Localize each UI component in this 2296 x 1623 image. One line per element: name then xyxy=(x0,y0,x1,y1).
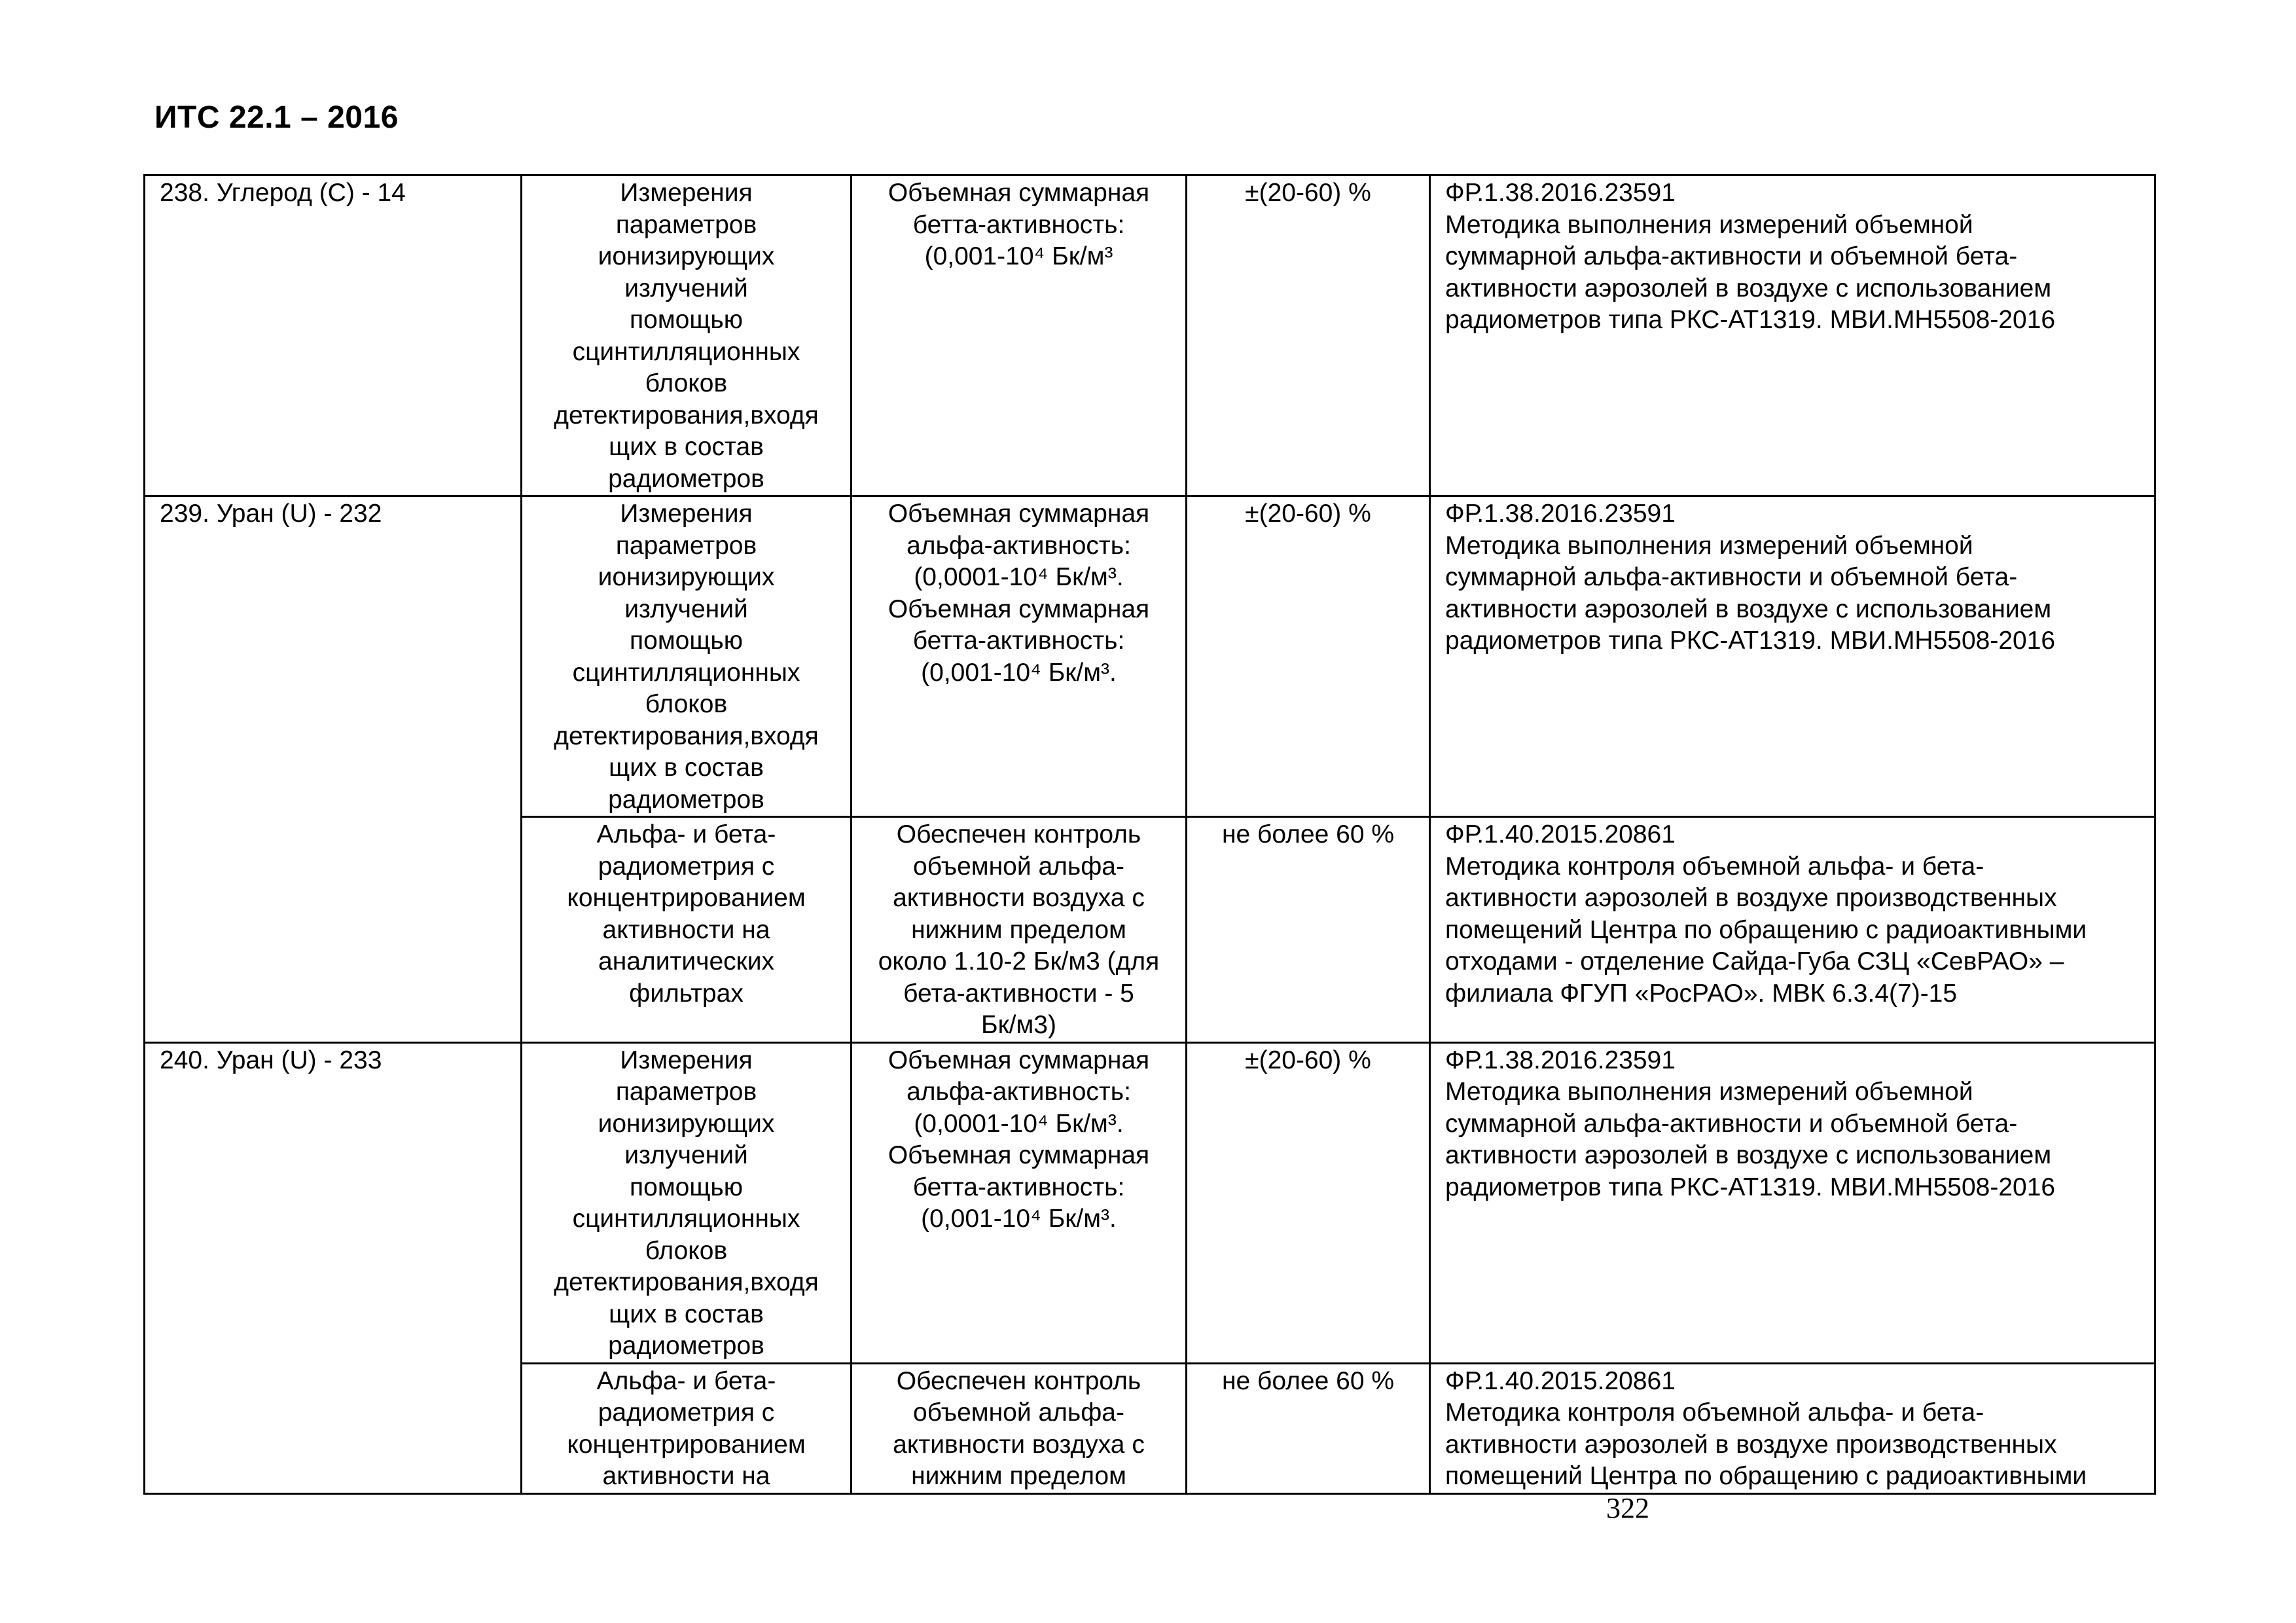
method-cell xyxy=(522,1042,852,1363)
cell-line: ионизирующих xyxy=(598,563,775,591)
cell-line: параметров xyxy=(615,210,757,239)
cell-line: радиометров типа РКС-АТ1319. МВИ.МН5508-2016 xyxy=(1445,306,2056,334)
cell-line: помощью xyxy=(630,306,743,334)
cell-line: фильтрах xyxy=(629,979,744,1008)
cell-line: ФР.1.38.2016.23591 xyxy=(1445,500,1676,528)
table-row xyxy=(145,175,2155,496)
document-header: ИТС 22.1 – 2016 xyxy=(154,100,399,135)
substance-name: 238. Углерод (С) - 14 xyxy=(160,179,406,207)
cell-line: блоков xyxy=(645,690,728,718)
cell-line: филиала ФГУП «РосРАО». МВК 6.3.4(7)-15 xyxy=(1445,979,1958,1008)
cell-line: щих в состав xyxy=(609,433,764,461)
cell-line: Методика выполнения измерений объемной xyxy=(1445,531,1973,560)
cell-line: (0,001-10⁴ Бк/м³. xyxy=(921,658,1117,687)
cell-line: ФР.1.40.2015.20861 xyxy=(1445,820,1676,848)
page-number: 322 xyxy=(1606,1492,1649,1524)
cell-line: бетта-активность: xyxy=(912,627,1125,655)
cell-line: детектирования,входя xyxy=(554,401,819,429)
cell-line: активности аэрозолей в воздухе производственных xyxy=(1445,884,2057,912)
cell-line: активности воздуха с xyxy=(893,1430,1145,1459)
cell-line: сцинтилляционных xyxy=(572,337,800,366)
cell-line: бета-активности - 5 xyxy=(903,979,1134,1008)
document-cell xyxy=(1430,1363,2155,1493)
cell-line: ФР.1.38.2016.23591 xyxy=(1445,179,1676,207)
cell-line: Альфа- и бета- xyxy=(596,1366,776,1395)
substance-cell xyxy=(145,1042,522,1493)
error-cell xyxy=(1187,1363,1430,1493)
error-cell xyxy=(1187,496,1430,817)
cell-line: радиометрия с xyxy=(598,1398,775,1427)
cell-line: альфа-активность: xyxy=(906,531,1131,560)
cell-line: сцинтилляционных xyxy=(572,1205,800,1233)
document-cell xyxy=(1430,496,2155,817)
cell-line: помещений Центра по обращению с радиоактивными xyxy=(1445,915,2087,944)
cell-line: блоков xyxy=(645,1236,728,1265)
cell-line: объемной альфа- xyxy=(913,1398,1124,1427)
substance-name: 240. Уран (U) - 233 xyxy=(160,1046,382,1074)
cell-line: ФР.1.38.2016.23591 xyxy=(1445,1046,1676,1074)
range-cell xyxy=(852,175,1187,496)
cell-line: суммарной альфа-активности и объемной бета- xyxy=(1445,563,2018,591)
error-value: ±(20-60) % xyxy=(1245,179,1371,207)
error-value: ±(20-60) % xyxy=(1245,500,1371,528)
cell-line: Объемная суммарная xyxy=(888,179,1150,207)
range-cell xyxy=(852,1042,1187,1363)
cell-line: активности на xyxy=(602,915,770,944)
document-cell xyxy=(1430,1042,2155,1363)
cell-line: щих в состав xyxy=(609,1300,764,1328)
cell-line: ионизирующих xyxy=(598,242,775,270)
cell-line: (0,001-10⁴ Бк/м³. xyxy=(921,1205,1117,1233)
cell-line: (0,0001-10⁴ Бк/м³. xyxy=(914,563,1124,591)
cell-line: Объемная суммарная xyxy=(888,1141,1150,1169)
document-cell xyxy=(1430,817,2155,1043)
cell-line: Измерения xyxy=(620,1046,753,1074)
cell-line: сцинтилляционных xyxy=(572,658,800,687)
cell-line: излучений xyxy=(624,594,748,623)
cell-line: Измерения xyxy=(620,500,753,528)
error-value: не более 60 % xyxy=(1221,820,1395,848)
cell-line: нижним пределом xyxy=(911,1462,1126,1490)
cell-line: блоков xyxy=(645,369,728,397)
cell-line: детектирования,входя xyxy=(554,721,819,750)
cell-line: радиометров xyxy=(608,1332,764,1360)
cell-line: отходами - отделение Сайда-Губа СЗЦ «СевРАО» – xyxy=(1445,947,2064,976)
cell-line: помощью xyxy=(630,1173,743,1201)
cell-line: суммарной альфа-активности и объемной бета- xyxy=(1445,1109,2018,1138)
substance-cell xyxy=(145,496,522,1043)
cell-line: радиометров типа РКС-АТ1319. МВИ.МН5508-2016 xyxy=(1445,1173,2056,1201)
cell-line: активности аэрозолей в воздухе с использованием xyxy=(1445,1141,2052,1169)
method-cell xyxy=(522,496,852,817)
cell-line: помощью xyxy=(630,627,743,655)
cell-line: активности на xyxy=(602,1462,770,1490)
range-cell xyxy=(852,817,1187,1043)
cell-line: концентрированием xyxy=(567,1430,806,1459)
cell-line: бетта-активность: xyxy=(912,210,1125,239)
method-cell xyxy=(522,817,852,1043)
cell-line: Бк/м3) xyxy=(981,1011,1056,1039)
cell-line: суммарной альфа-активности и объемной бета- xyxy=(1445,242,2018,270)
error-cell xyxy=(1187,1042,1430,1363)
error-value: не более 60 % xyxy=(1221,1366,1395,1395)
cell-line: детектирования,входя xyxy=(554,1268,819,1296)
method-cell xyxy=(522,175,852,496)
cell-line: нижним пределом xyxy=(911,915,1126,944)
cell-line: щих в состав xyxy=(609,754,764,782)
cell-line: Методика выполнения измерений объемной xyxy=(1445,1078,1973,1106)
cell-line: помещений Центра по обращению с радиоактивными xyxy=(1445,1462,2087,1490)
cell-line: активности воздуха с xyxy=(893,884,1145,912)
cell-line: Обеспечен контроль xyxy=(896,820,1141,848)
document-cell xyxy=(1430,175,2155,496)
cell-line: ФР.1.40.2015.20861 xyxy=(1445,1366,1676,1395)
cell-line: Методика контроля объемной альфа- и бета- xyxy=(1445,852,1984,881)
cell-line: Методика контроля объемной альфа- и бета- xyxy=(1445,1398,1984,1427)
cell-line: (0,0001-10⁴ Бк/м³. xyxy=(914,1109,1124,1138)
cell-line: радиометров типа РКС-АТ1319. МВИ.МН5508-2016 xyxy=(1445,627,2056,655)
cell-line: активности аэрозолей в воздухе с использованием xyxy=(1445,274,2052,302)
table-row xyxy=(145,496,2155,817)
error-cell xyxy=(1187,175,1430,496)
cell-line: Объемная суммарная xyxy=(888,500,1150,528)
cell-line: параметров xyxy=(615,1078,757,1106)
cell-line: излучений xyxy=(624,1141,748,1169)
cell-line: радиометров xyxy=(608,464,764,493)
cell-line: Методика выполнения измерений объемной xyxy=(1445,210,1973,239)
cell-line: альфа-активность: xyxy=(906,1078,1131,1106)
table-row xyxy=(145,1042,2155,1363)
measurement-methods-table xyxy=(143,174,2156,1495)
cell-line: аналитических xyxy=(598,947,774,976)
cell-line: радиометров xyxy=(608,785,764,814)
cell-line: радиометрия с xyxy=(598,852,775,881)
range-cell xyxy=(852,496,1187,817)
cell-line: Объемная суммарная xyxy=(888,1046,1150,1074)
cell-line: (0,001-10⁴ Бк/м³ xyxy=(924,242,1113,270)
cell-line: концентрированием xyxy=(567,884,806,912)
method-cell xyxy=(522,1363,852,1493)
error-value: ±(20-60) % xyxy=(1245,1046,1371,1074)
range-cell xyxy=(852,1363,1187,1493)
cell-line: Альфа- и бета- xyxy=(596,820,776,848)
cell-line: объемной альфа- xyxy=(913,852,1124,881)
cell-line: около 1.10-2 Бк/м3 (для xyxy=(878,947,1160,976)
cell-line: Измерения xyxy=(620,179,753,207)
cell-line: излучений xyxy=(624,274,748,302)
cell-line: бетта-активность: xyxy=(912,1173,1125,1201)
cell-line: активности аэрозолей в воздухе производственных xyxy=(1445,1430,2057,1459)
error-cell xyxy=(1187,817,1430,1043)
cell-line: Обеспечен контроль xyxy=(896,1366,1141,1395)
substance-name: 239. Уран (U) - 232 xyxy=(160,500,382,528)
cell-line: активности аэрозолей в воздухе с использованием xyxy=(1445,594,2052,623)
cell-line: ионизирующих xyxy=(598,1109,775,1138)
cell-line: параметров xyxy=(615,531,757,560)
substance-cell xyxy=(145,175,522,496)
cell-line: Объемная суммарная xyxy=(888,594,1150,623)
